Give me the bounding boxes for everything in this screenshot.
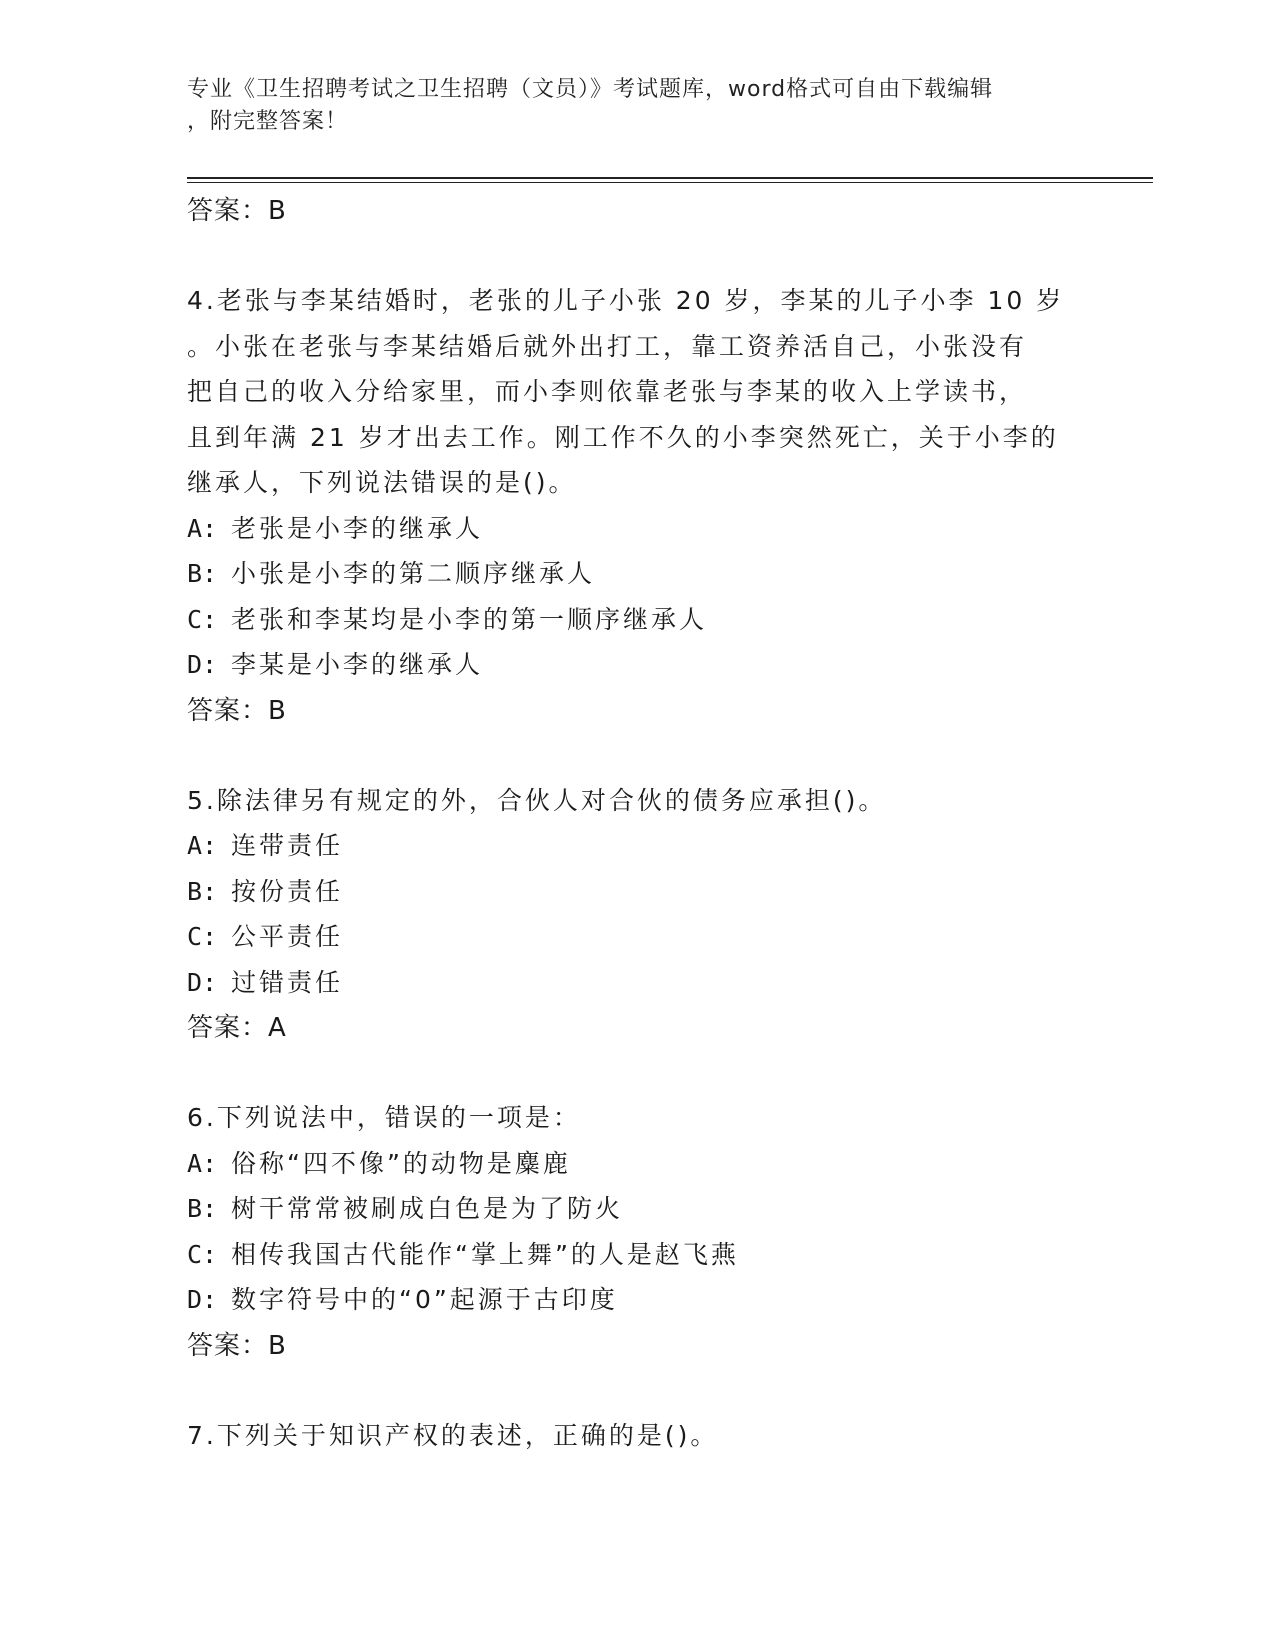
option-d (187, 960, 1087, 1006)
option-letter: A: (187, 831, 218, 860)
option-letter: A: (187, 1148, 218, 1178)
option-a (187, 1141, 1087, 1187)
option-text: 数字符号中的“0”起源于古印度 (231, 1285, 618, 1314)
option-text: 小张是小李的第二顺序继承人 (231, 559, 596, 588)
question-4 (187, 278, 1087, 734)
option-d (187, 1277, 1087, 1323)
document-header (187, 74, 1087, 138)
option-text: 相传我国古代能作“掌上舞”的人是赵飞燕 (231, 1239, 739, 1269)
option-text: 连带责任 (231, 831, 344, 860)
answer-line: 答案：B (187, 196, 287, 226)
question-stem-line: 继承人，下列说法错误的是()。 (187, 468, 577, 497)
option-d (187, 642, 1087, 688)
answer-line: 答案：B (187, 1330, 287, 1361)
option-c (187, 1232, 1087, 1278)
option-letter: D: (187, 650, 218, 679)
option-letter: D: (187, 1285, 218, 1314)
option-text: 李某是小李的继承人 (231, 650, 484, 679)
question-stem-line: 且到年满 21 岁才出去工作。刚工作不久的小李突然死亡，关于小李的 (187, 422, 1059, 452)
header-line-1: 专业《卫生招聘考试之卫生招聘（文员）》考试题库，word格式可自由下载编辑 (187, 77, 994, 102)
question-stem-line: 。小张在老张与李某结婚后就外出打工，靠工资养活自己，小张没有 (187, 331, 1028, 361)
question-5 (187, 778, 1087, 1052)
option-letter: B: (187, 1194, 218, 1223)
question-7 (187, 1413, 1087, 1459)
option-letter: A: (187, 513, 218, 543)
option-c (187, 597, 1087, 643)
spacer (187, 234, 1087, 278)
option-letter: B: (187, 876, 218, 906)
option-text: 按份责任 (231, 876, 344, 906)
option-a (187, 823, 1087, 869)
option-letter: D: (187, 967, 218, 997)
option-letter: C: (187, 1239, 218, 1269)
header-rule-thick (187, 177, 1153, 179)
option-text: 老张是小李的继承人 (231, 513, 484, 543)
question-stem-line: 6.下列说法中，错误的一项是： (187, 1103, 581, 1132)
option-text: 树干常常被刷成白色是为了防火 (231, 1194, 624, 1223)
option-letter: C: (187, 922, 218, 951)
option-a (187, 506, 1087, 552)
option-letter: C: (187, 604, 218, 634)
question-6 (187, 1095, 1087, 1369)
option-text: 老张和李某均是小李的第一顺序继承人 (231, 604, 708, 634)
answer-line: 答案：B (187, 695, 287, 726)
option-text: 过错责任 (231, 967, 344, 997)
option-c (187, 914, 1087, 960)
answer-line: 答案：A (187, 1013, 287, 1043)
spacer (187, 1369, 1087, 1413)
option-b (187, 869, 1087, 915)
option-text: 俗称“四不像”的动物是麋鹿 (231, 1148, 571, 1178)
question-stem-line: 7.下列关于知识产权的表述，正确的是()。 (187, 1420, 719, 1450)
option-b (187, 551, 1087, 597)
option-b (187, 1186, 1087, 1232)
document-body (187, 188, 1087, 1458)
header-rule-thin (187, 182, 1153, 183)
header-line-2: ，附完整答案！ (187, 109, 349, 134)
spacer (187, 734, 1087, 778)
question-stem-line: 5.除法律另有规定的外，合伙人对合伙的债务应承担()。 (187, 785, 887, 815)
question-stem-line: 把自己的收入分给家里，而小李则依靠老张与李某的收入上学读书， (187, 377, 1028, 406)
option-letter: B: (187, 559, 218, 588)
question-stem-line: 4.老张与李某结婚时，老张的儿子小张 20 岁，李某的儿子小李 10 岁 (187, 286, 1065, 315)
option-text: 公平责任 (231, 922, 344, 951)
spacer (187, 1051, 1087, 1095)
